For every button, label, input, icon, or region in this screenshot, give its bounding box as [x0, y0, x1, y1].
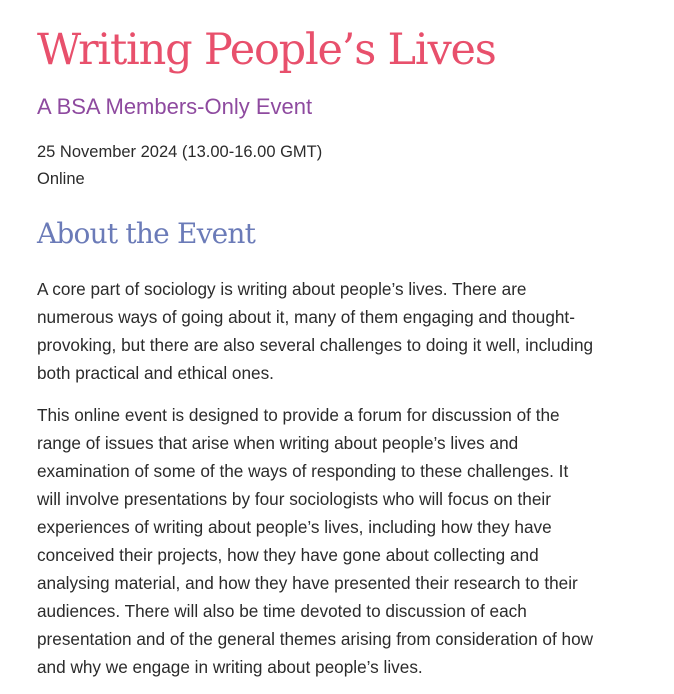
about-heading: About the Event: [37, 217, 256, 250]
about-paragraph-2: [37, 401, 593, 681]
paragraph-line: This online event is designed to provide a forum for discussion of the: [37, 405, 560, 425]
paragraph-line: presentation and of the general themes arising from consideration of how: [37, 629, 594, 649]
paragraph-line: examination of some of the ways of responding to these challenges. It: [37, 461, 569, 481]
event-title: Writing People’s Lives: [37, 25, 496, 75]
paragraph-line: audiences. There will also be time devoted to discussion of each: [37, 601, 527, 621]
event-subtitle: A BSA Members-Only Event: [37, 94, 313, 119]
paragraph-line: and why we engage in writing about people’s lives.: [37, 657, 423, 677]
paragraph-line: numerous ways of going about it, many of them engaging and thought-: [37, 307, 575, 327]
paragraph-line: conceived their projects, how they have gone about collecting and: [37, 545, 539, 565]
paragraph-line: both practical and ethical ones.: [37, 363, 274, 383]
event-date: 25 November 2024 (13.00-16.00 GMT): [37, 143, 323, 161]
paragraph-line: A core part of sociology is writing about people’s lives. There are: [37, 279, 527, 299]
paragraph-line: experiences of writing about people’s lives, including how they have: [37, 517, 552, 537]
paragraph-line: provoking, but there are also several challenges to doing it well, including: [37, 335, 594, 355]
about-paragraph-1: [37, 275, 593, 387]
event-location: Online: [37, 170, 85, 188]
paragraph-line: range of issues that arise when writing about people’s lives and: [37, 433, 519, 453]
paragraph-line: will involve presentations by four sociologists who will focus on their: [37, 489, 551, 509]
paragraph-line: analysing material, and how they have presented their research to their: [37, 573, 578, 593]
